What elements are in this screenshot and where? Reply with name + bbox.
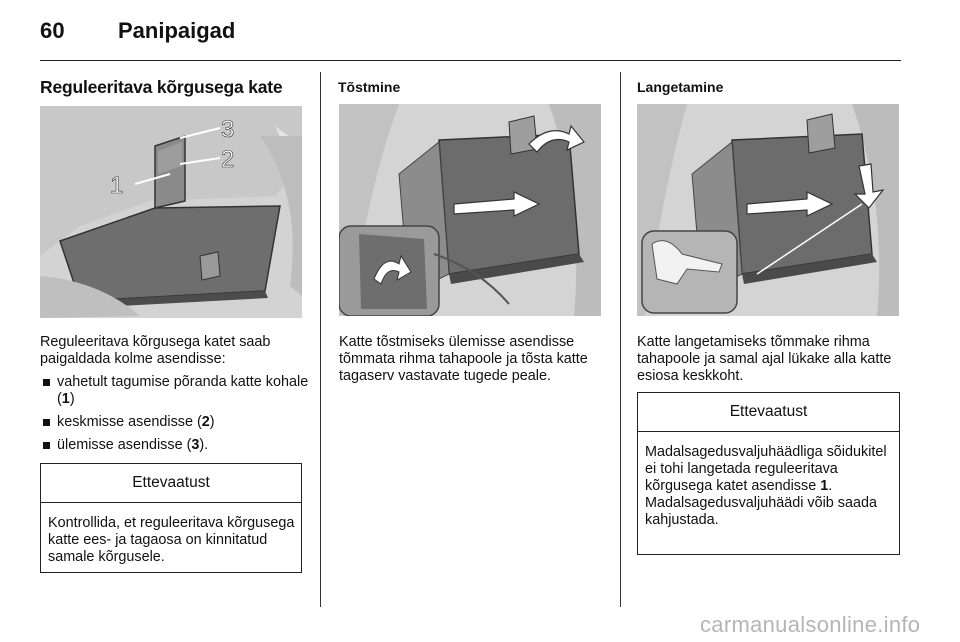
list-item-text: keskmisse asendisse ( bbox=[57, 414, 202, 430]
lowering-instructions: Katte langetamiseks tõmmake rihma tahapoole ja samal ajal lükake alla katte esiosa keskkoht. bbox=[637, 334, 892, 384]
list-item-ref: 1 bbox=[61, 391, 70, 407]
list-item bbox=[40, 414, 310, 431]
caution-text-end: . bbox=[828, 478, 833, 494]
caution-ref: 1 bbox=[820, 478, 829, 494]
caution-box-2 bbox=[637, 392, 900, 555]
intro-paragraph: Reguleeritava kõrgusega katet saab paigaldada kolme asendisse: bbox=[40, 334, 271, 367]
header-divider bbox=[40, 60, 901, 61]
illustration-raising bbox=[339, 104, 601, 316]
list-item bbox=[40, 374, 310, 408]
caution-text: Madalsagedusvaljuhäädliga sõidukitel ei tohi langetada reguleeritava kõrgusega katet asendisse bbox=[645, 444, 887, 494]
list-item-ref: 3 bbox=[191, 437, 200, 453]
list-item-tail: ) bbox=[209, 414, 215, 430]
caution-box bbox=[40, 463, 302, 573]
raising-instructions: Katte tõstmiseks ülemisse asendisse tõmmata rihma tahapoole ja tõsta katte tagaserv vastavate tugede peale. bbox=[339, 334, 588, 384]
callout-2: 2 bbox=[221, 146, 235, 173]
caution-text-2: Madalsagedusvaljuhäädi võib saada kahjustada. bbox=[645, 495, 878, 528]
page-header-title: Panipaigad bbox=[118, 18, 236, 43]
column-divider-1 bbox=[320, 72, 321, 607]
list-item-ref: 2 bbox=[201, 414, 210, 430]
subsection-title-raising: Tõstmine bbox=[338, 79, 401, 95]
caution-heading: Ettevaatust bbox=[41, 464, 301, 503]
subsection-title-lowering: Langetamine bbox=[637, 79, 724, 95]
illustration-cover-positions bbox=[40, 106, 302, 318]
list-item-tail: ) bbox=[69, 391, 75, 407]
page-number: 60 bbox=[40, 18, 65, 43]
column-divider-2 bbox=[620, 72, 621, 607]
list-item-text: vahetult tagumise põranda katte kohale ( bbox=[57, 374, 309, 407]
list-item-tail: ). bbox=[199, 437, 209, 453]
bullet-square-icon bbox=[43, 442, 50, 449]
bullet-square-icon bbox=[43, 379, 50, 386]
bullet-square-icon bbox=[43, 419, 50, 426]
callout-1: 1 bbox=[110, 172, 124, 199]
list-item-text: ülemisse asendisse ( bbox=[57, 437, 192, 453]
watermark: carmanualsonline.info bbox=[700, 612, 921, 637]
caution-body: Kontrollida, et reguleeritava kõrgusega katte ees- ja tagaosa on kinnitatud samale kõrgusele. bbox=[48, 515, 295, 565]
list-item bbox=[40, 437, 310, 454]
illustration-lowering bbox=[637, 104, 899, 316]
caution-heading: Ettevaatust bbox=[638, 393, 899, 432]
position-list bbox=[40, 374, 310, 460]
callout-3: 3 bbox=[221, 116, 235, 143]
caution-body bbox=[638, 432, 899, 529]
section-title: Reguleeritava kõrgusega kate bbox=[40, 77, 283, 97]
